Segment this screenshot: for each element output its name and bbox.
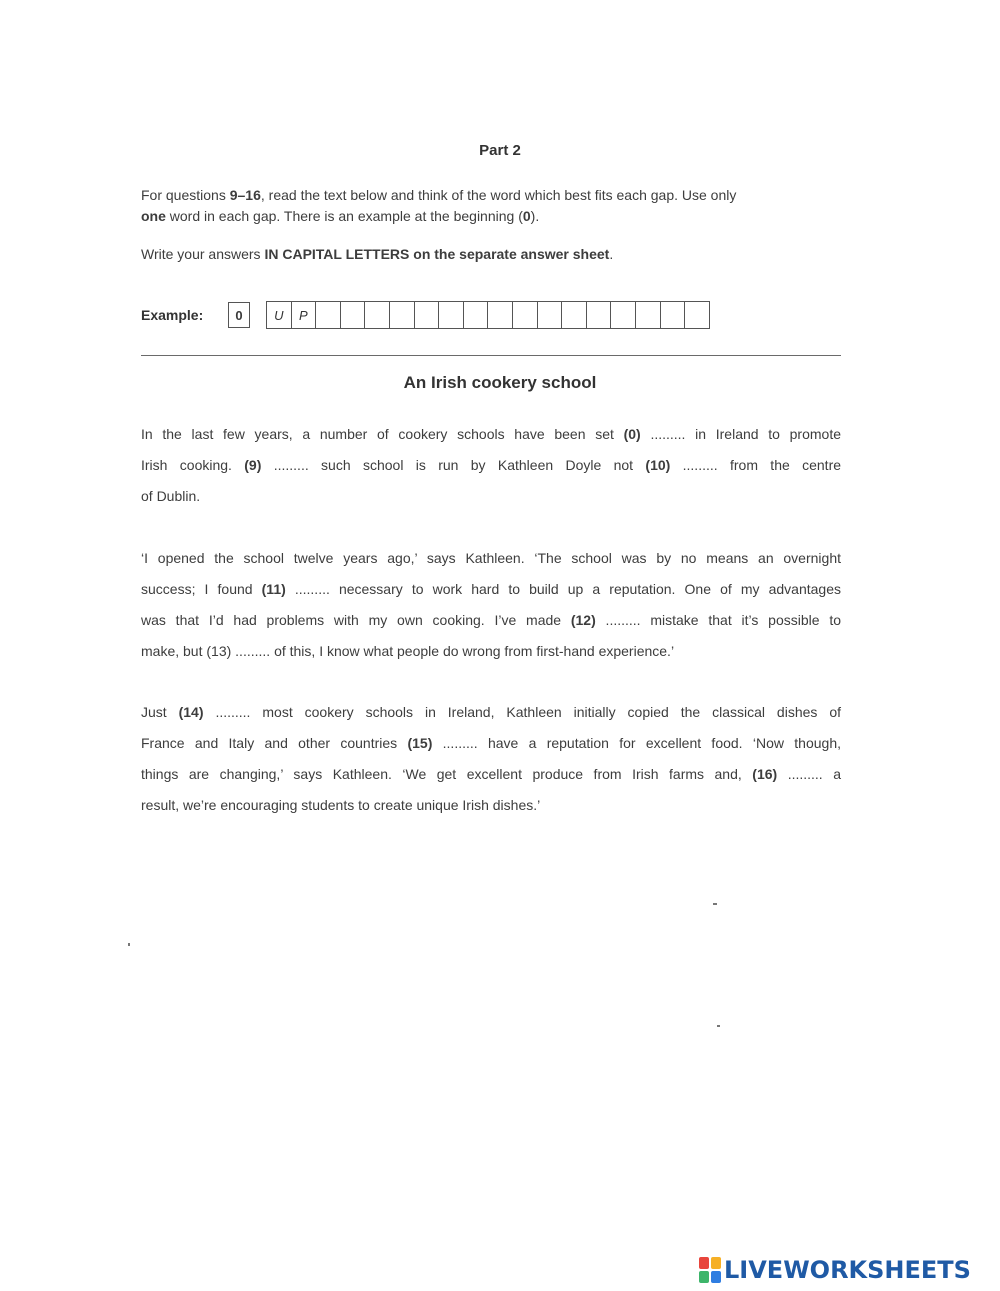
answer-cell bbox=[538, 301, 563, 329]
divider bbox=[141, 355, 841, 356]
gap-number: (15) bbox=[407, 735, 433, 751]
gap-number: (0) bbox=[623, 426, 641, 442]
paragraph-3 bbox=[141, 697, 841, 821]
gap-number: (14) bbox=[178, 704, 204, 720]
instructions bbox=[141, 185, 841, 265]
paragraph-line: ‘I opened the school twelve years ago,’ says Kathleen. ‘The school was by no means an overnight bbox=[141, 550, 841, 566]
instruction-line-3: Write your answers IN CAPITAL LETTERS on the separate answer sheet. bbox=[141, 246, 614, 262]
scan-speck bbox=[713, 903, 717, 905]
gap-number: (11) bbox=[261, 581, 286, 597]
part-title: Part 2 bbox=[479, 142, 521, 159]
answer-cell bbox=[316, 301, 341, 329]
answer-cell: U bbox=[267, 301, 292, 329]
paragraph-line: make, but (13) ......... of this, I know what people do wrong from first-hand experience.’ bbox=[141, 643, 675, 659]
answer-cell bbox=[513, 301, 538, 329]
example-number-box: 0 bbox=[228, 302, 250, 328]
logo-icon bbox=[699, 1257, 721, 1283]
gap-number: (13) bbox=[206, 643, 232, 659]
paragraph-line: Just (14) ......... most cookery schools in Ireland, Kathleen initially copied the classical dishes of bbox=[141, 704, 841, 720]
logo-text: LIVEWORKSHEETS bbox=[724, 1256, 971, 1284]
gap-number: (9) bbox=[244, 457, 262, 473]
logo-block bbox=[699, 1257, 709, 1269]
answer-cell bbox=[488, 301, 513, 329]
answer-cell bbox=[341, 301, 366, 329]
paragraph-line: was that I’d had problems with my own cooking. I’ve made (12) ......... mistake that it’s possible to bbox=[141, 612, 841, 628]
paragraph-line: France and Italy and other countries (15) ......... have a reputation for excellent food. ‘Now though, bbox=[141, 735, 841, 751]
scan-speck bbox=[717, 1025, 720, 1027]
paragraph-line: Irish cooking. (9) ......... such school is run by Kathleen Doyle not (10) ......... from the centre bbox=[141, 457, 842, 473]
paragraph-line: things are changing,’ says Kathleen. ‘We get excellent produce from Irish farms and, (16) ......... a bbox=[141, 766, 841, 782]
gap-number: (16) bbox=[752, 766, 778, 782]
answer-cell bbox=[464, 301, 489, 329]
answer-cell bbox=[685, 301, 710, 329]
scan-speck bbox=[128, 943, 130, 946]
gap-number: (10) bbox=[645, 457, 671, 473]
gap-number: (12) bbox=[570, 612, 596, 628]
example-answer-cells bbox=[266, 301, 710, 329]
liveworksheets-logo[interactable] bbox=[699, 1256, 971, 1284]
logo-block bbox=[699, 1271, 709, 1283]
answer-cell bbox=[390, 301, 415, 329]
logo-block bbox=[711, 1257, 721, 1269]
answer-cell bbox=[661, 301, 686, 329]
answer-cell bbox=[587, 301, 612, 329]
paragraph-line: of Dublin. bbox=[141, 488, 201, 504]
text-title: An Irish cookery school bbox=[403, 373, 597, 392]
answer-cell bbox=[562, 301, 587, 329]
answer-cell bbox=[415, 301, 440, 329]
answer-cell: P bbox=[292, 301, 317, 329]
answer-cell bbox=[365, 301, 390, 329]
instruction-line-1: For questions 9–16, read the text below and think of the word which best fits each gap. Use only bbox=[141, 187, 737, 203]
answer-cell bbox=[439, 301, 464, 329]
paragraph-line: result, we’re encouraging students to create unique Irish dishes.’ bbox=[141, 797, 541, 813]
paragraph-line: success; I found (11) ......... necessary to work hard to build up a reputation. One of my advantages bbox=[141, 581, 841, 597]
answer-cell bbox=[611, 301, 636, 329]
paragraph-1 bbox=[141, 419, 841, 512]
paragraph-2 bbox=[141, 543, 841, 667]
example-row bbox=[141, 300, 710, 330]
logo-block bbox=[711, 1271, 721, 1283]
paragraph-line: In the last few years, a number of cookery schools have been set (0) ......... in Ireland to promote bbox=[141, 426, 842, 442]
instruction-line-2: one word in each gap. There is an example at the beginning (0). bbox=[141, 208, 540, 224]
example-label: Example: bbox=[141, 307, 204, 323]
answer-cell bbox=[636, 301, 661, 329]
